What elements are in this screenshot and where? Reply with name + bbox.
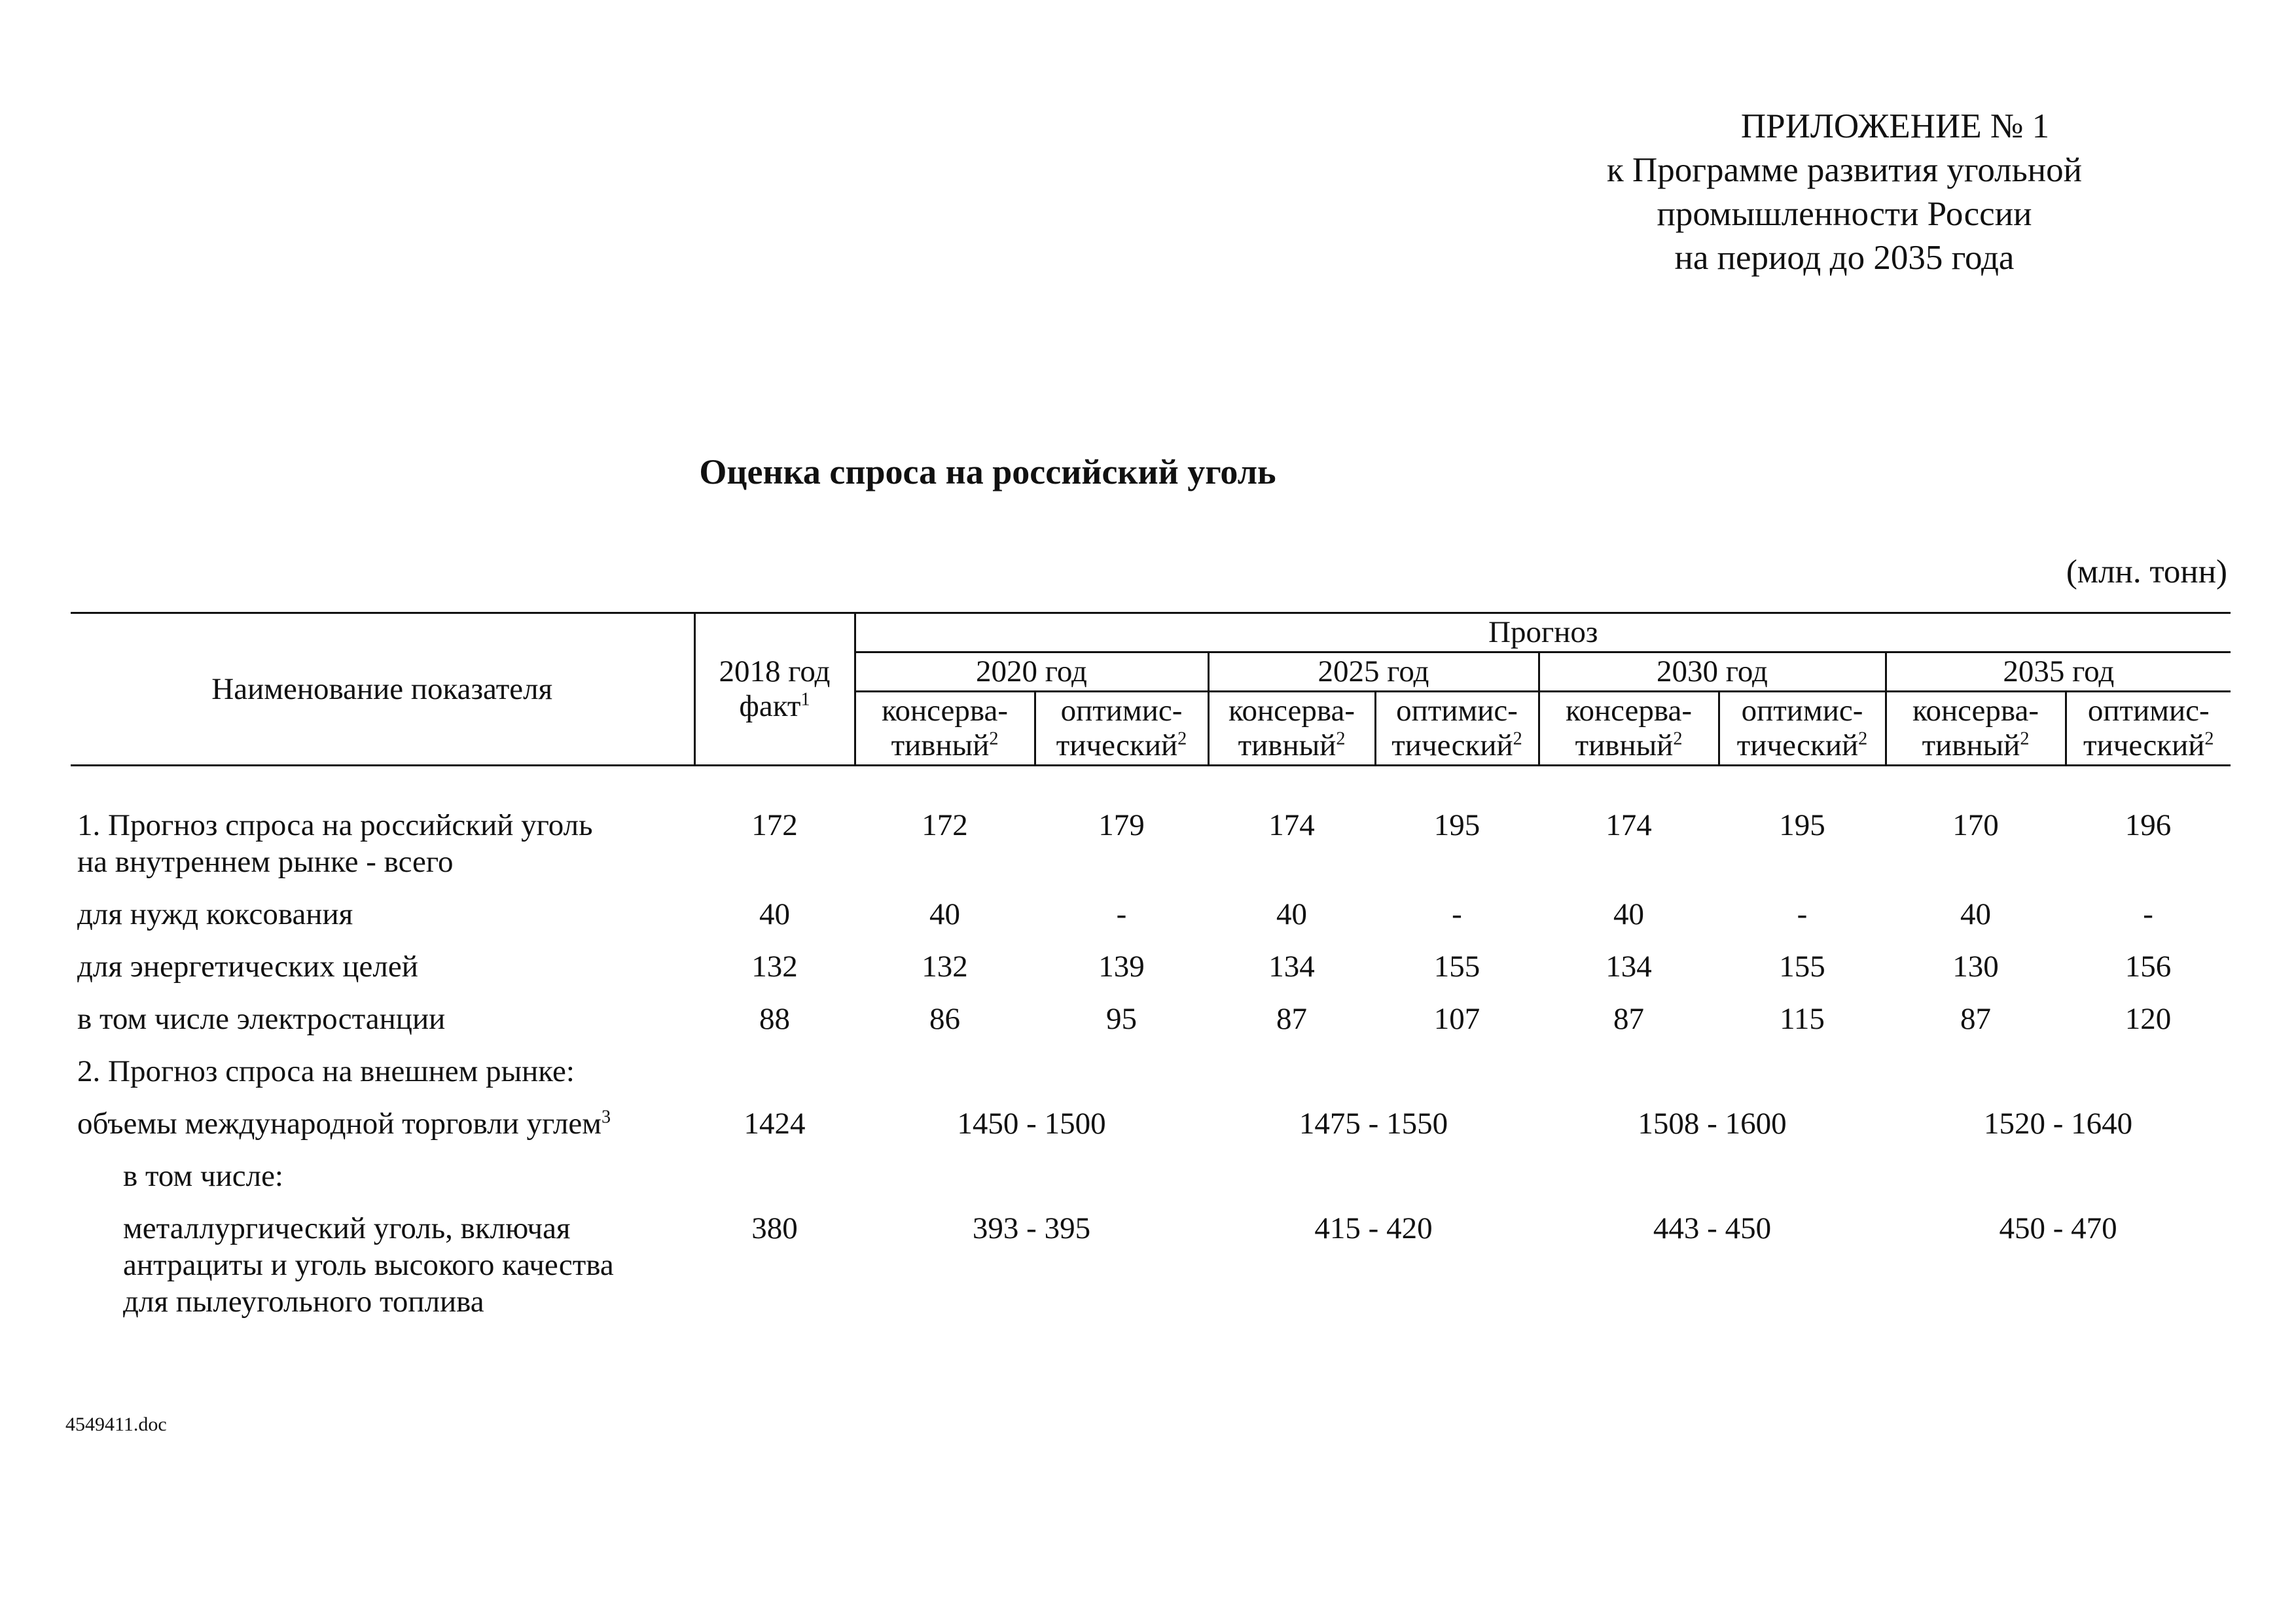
value-cell: 130 [1952,950,1999,984]
value-cell: 179 [1098,808,1145,842]
header-optimistic: оптимис- тический$^2$ [1035,692,1208,766]
header-year-2035: 2035 год [1886,652,2231,692]
range-cell: 415 - 420 [1314,1211,1433,1245]
section-heading: 2. Прогноз спроса на внешнем рынке: [77,1054,575,1088]
header-conservative: консерва- тивный$^2$ [1539,692,1719,766]
unit-label: (млн. тонн) [2066,554,2227,590]
value-cell: 87 [1276,1002,1307,1036]
header-forecast: Прогноз [855,613,2231,652]
annex-block [1517,105,2172,280]
table-row [71,1202,2231,1328]
table-row [71,1150,2231,1202]
header-year-2020: 2020 год [855,652,1208,692]
row-label: в том числе: [123,1159,283,1193]
value-cell: 155 [1433,950,1480,984]
row-label: в том числе электростанции [77,1002,446,1036]
value-cell: 115 [1780,1002,1825,1036]
range-cell: 1450 - 1500 [957,1107,1106,1141]
header-optimistic: оптимис- тический$^2$ [2066,692,2231,766]
value-cell: 134 [1605,950,1652,984]
range-cell: 443 - 450 [1653,1211,1772,1245]
value-cell: 86 [929,1002,960,1036]
value-cell: 132 [922,950,968,984]
header-fact-2018: 2018 год факт$^1$ [694,613,855,766]
value-cell: - [1452,897,1462,931]
value-cell: 195 [1779,808,1825,842]
table-row [71,940,2231,993]
value-cell: 132 [751,950,798,984]
header-optimistic: оптимис- тический$^2$ [1719,692,1886,766]
value-cell: 40 [1960,897,1991,931]
value-cell: - [1797,897,1808,931]
header-year-2030: 2030 год [1539,652,1886,692]
table-row [71,766,2231,889]
value-cell: 174 [1268,808,1315,842]
value-cell: 107 [1433,1002,1480,1036]
header-conservative: консерва- тивный$^2$ [1208,692,1375,766]
demand-table [71,612,2231,1328]
value-cell: 87 [1960,1002,1991,1036]
row-label: 1. Прогноз спроса на российский уголь на внутреннем рынке - всего [77,808,593,879]
value-cell: 174 [1605,808,1652,842]
value-cell: 40 [759,897,790,931]
value-cell: 172 [922,808,968,842]
value-cell: - [2143,897,2153,931]
header-year-2025: 2025 год [1208,652,1539,692]
range-cell: 1520 - 1640 [1983,1107,2133,1141]
table-row [71,1097,2231,1150]
demand-table-wrap [71,612,2231,1328]
row-label: объемы международной торговли углем$^3$ [77,1107,611,1141]
value-cell: 40 [1276,897,1307,931]
table-row [71,993,2231,1045]
range-cell: 450 - 470 [1999,1211,2117,1245]
header-conservative: консерва- тивный$^2$ [1886,692,2066,766]
header-indicator-name: Наименование показателя [71,613,694,766]
header-optimistic: оптимис- тический$^2$ [1375,692,1539,766]
value-cell: 40 [929,897,960,931]
value-cell: 88 [759,1002,790,1036]
value-cell: 40 [1613,897,1644,931]
range-cell: 393 - 395 [972,1211,1091,1245]
header-conservative: консерва- тивный$^2$ [855,692,1035,766]
annex-line: промышленности России [1657,195,2032,233]
row-label: металлургический уголь, включая антрациты и уголь высокого качества для пылеугольного топлива [123,1211,614,1319]
value-cell: 380 [751,1211,798,1245]
annex-line: на период до 2035 года [1674,239,2015,277]
row-label: для нужд коксования [77,897,353,931]
value-cell: 156 [2125,950,2172,984]
value-cell: 155 [1779,950,1825,984]
annex-number: ПРИЛОЖЕНИЕ № 1 [1740,107,2050,145]
value-cell: 1424 [744,1107,806,1141]
table-body [71,766,2231,1329]
row-label: для энергетических целей [77,950,418,984]
value-cell: 195 [1433,808,1480,842]
value-cell: 139 [1098,950,1145,984]
value-cell: 134 [1268,950,1315,984]
value-cell: 87 [1613,1002,1644,1036]
range-cell: 1508 - 1600 [1638,1107,1787,1141]
value-cell: 95 [1106,1002,1137,1036]
table-row [71,1045,2231,1097]
value-cell: 196 [2125,808,2172,842]
file-name: 4549411.doc [65,1414,167,1435]
table-row [71,888,2231,940]
annex-line: к Программе развития угольной [1607,151,2082,189]
range-cell: 1475 - 1550 [1299,1107,1448,1141]
value-cell: 172 [751,808,798,842]
value-cell: - [1116,897,1127,931]
value-cell: 170 [1952,808,1999,842]
value-cell: 120 [2125,1002,2172,1036]
document-title: Оценка спроса на российский уголь [699,452,1276,491]
